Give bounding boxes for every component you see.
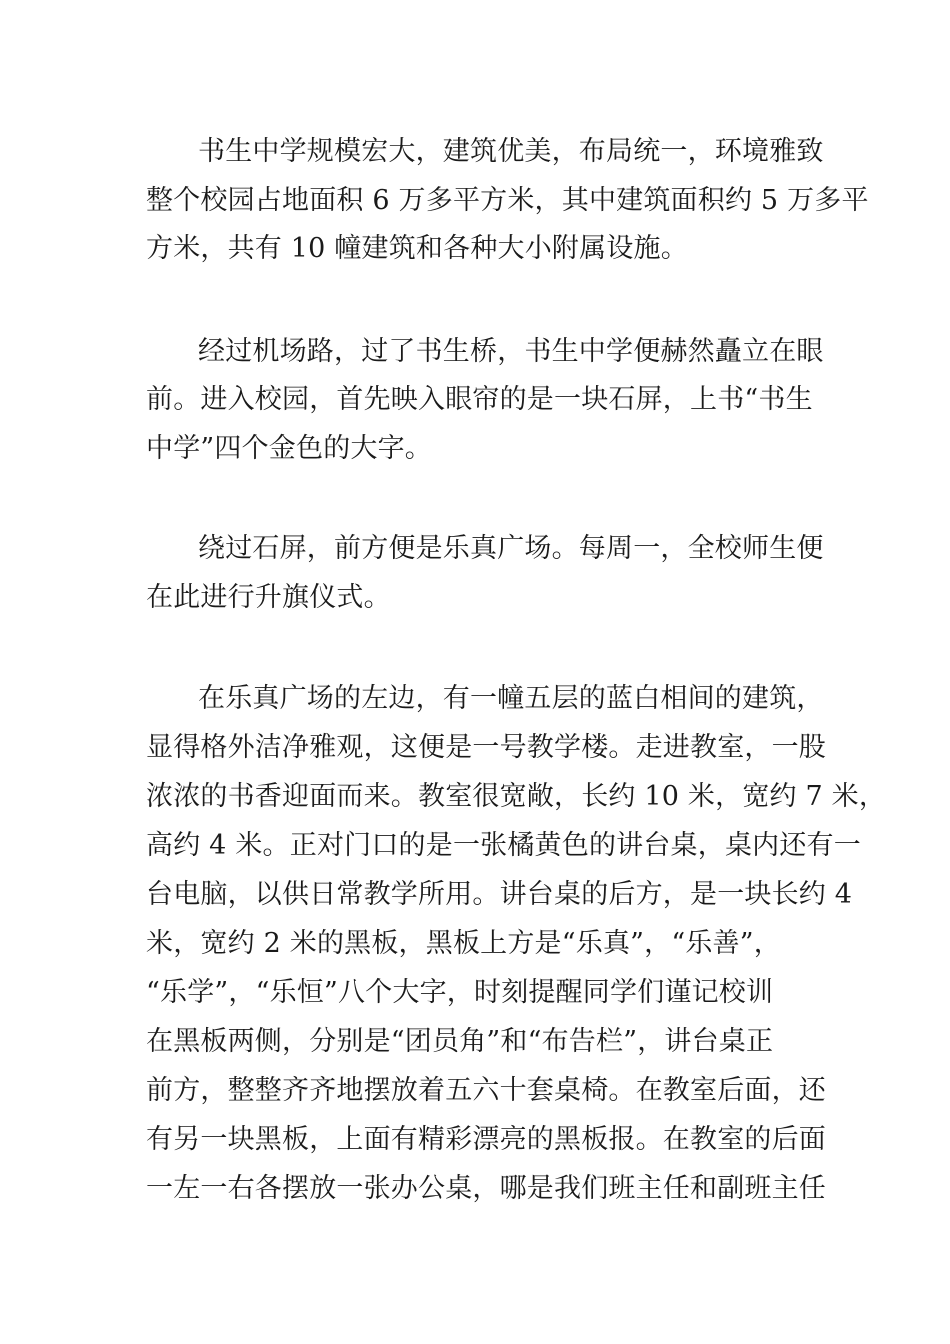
paragraph-4-line-8: 在黑板两侧，分别是“团员角”和“布告栏”，讲台桌正 [146, 1026, 774, 1057]
paragraph-4-line-7: “乐学”，“乐恒”八个大字，时刻提醒同学们谨记校训 [146, 977, 774, 1008]
paragraph-2-line-2: 前。进入校园，首先映入眼帘的是一块石屏，上书“书生 [146, 384, 813, 415]
paragraph-4-line-1: 在乐真广场的左边，有一幢五层的蓝白相间的建筑， [198, 683, 824, 714]
paragraph-4-line-3: 浓浓的书香迎面而来。教室很宽敞，长约 10 米，宽约 7 米， [146, 781, 887, 812]
paragraph-3-line-1: 绕过石屏，前方便是乐真广场。每周一，全校师生便 [198, 533, 824, 564]
paragraph-4-line-9: 前方，整整齐齐地摆放着五六十套桌椅。在教室后面，还 [146, 1075, 826, 1106]
paragraph-4-line-2: 显得格外洁净雅观，这便是一号教学楼。走进教室，一股 [146, 732, 826, 763]
paragraph-4-line-10: 有另一块黑板，上面有精彩漂亮的黑板报。在教室的后面 [146, 1124, 826, 1155]
paragraph-2-line-3: 中学”四个金色的大字。 [146, 433, 433, 464]
paragraph-1-line-2: 整个校园占地面积 6 万多平方米，其中建筑面积约 5 万多平 [146, 185, 869, 216]
paragraph-1-line-3: 方米，共有 10 幢建筑和各种大小附属设施。 [146, 233, 688, 264]
paragraph-4-line-11: 一左一右各摆放一张办公桌，哪是我们班主任和副班主任 [146, 1173, 826, 1204]
paragraph-2-line-1: 经过机场路，过了书生桥，书生中学便赫然矗立在眼 [198, 336, 824, 367]
paragraph-3-line-2: 在此进行升旗仪式。 [146, 582, 391, 613]
paragraph-4-line-4: 高约 4 米。正对门口的是一张橘黄色的讲台桌，桌内还有一 [146, 830, 861, 861]
paragraph-1-line-1: 书生中学规模宏大，建筑优美，布局统一，环境雅致 [198, 136, 824, 167]
paragraph-4-line-5: 台电脑，以供日常教学所用。讲台桌的后方，是一块长约 4 [146, 879, 853, 910]
paragraph-4-line-6: 米，宽约 2 米的黑板，黑板上方是“乐真”，“乐善”， [146, 928, 781, 959]
